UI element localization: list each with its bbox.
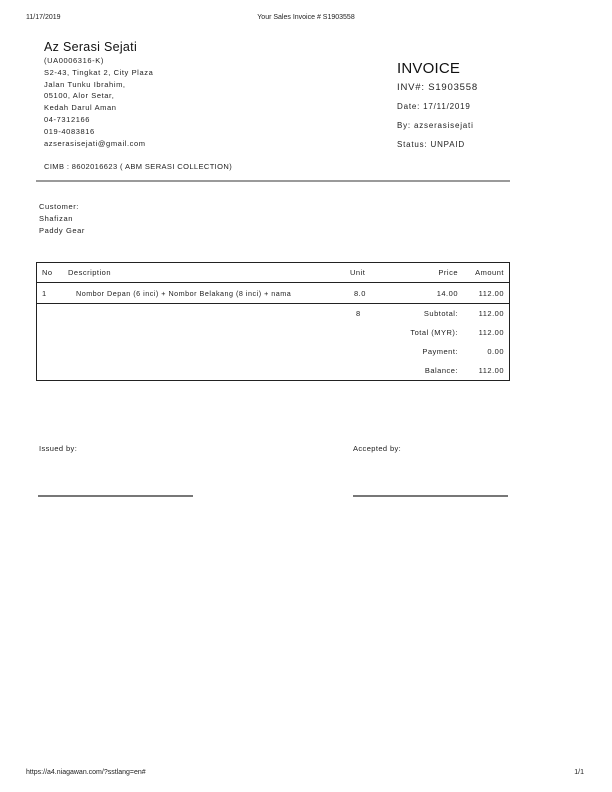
company-reg-no: (UA0006316-K) xyxy=(44,56,104,65)
balance-label: Balance: xyxy=(424,365,458,375)
bank-account: CIMB : 8602016623 ( ABM SERASI COLLECTION) xyxy=(44,162,233,171)
customer-name: Shafizan xyxy=(39,213,73,223)
header-divider xyxy=(36,180,510,182)
header-price: Price xyxy=(438,268,458,277)
row-price: 14.00 xyxy=(436,288,458,298)
row-description: Nombor Depan (6 inci) + Nombor Belakang (8 inci) + nama xyxy=(76,288,292,298)
accepted-signature-line xyxy=(353,495,508,497)
balance-value: 112.00 xyxy=(478,365,504,375)
company-address-block xyxy=(44,55,153,149)
total-row xyxy=(37,323,510,342)
print-url: https://a4.niagawan.com/?sstlang=en# xyxy=(26,769,146,776)
header-unit: Unit xyxy=(350,268,366,277)
print-page-title: Your Sales Invoice # S1903558 xyxy=(257,14,355,21)
payment-row xyxy=(37,342,510,361)
company-mobile: 019-4083816 xyxy=(44,126,95,136)
payment-label: Payment: xyxy=(422,346,458,356)
total-label: Total (MYR): xyxy=(410,327,458,337)
accepted-by-label: Accepted by: xyxy=(353,444,402,453)
address-line-3: 05100, Alor Setar, xyxy=(44,91,115,101)
invoice-title: INVOICE xyxy=(397,60,461,77)
address-line-2: Jalan Tunku Ibrahim, xyxy=(44,79,126,89)
total-value: 112.00 xyxy=(478,327,504,337)
invoice-date: Date: 17/11/2019 xyxy=(397,102,471,111)
customer-label: Customer: xyxy=(39,202,79,211)
issued-signature-line xyxy=(38,495,193,497)
company-phone: 04-7312166 xyxy=(44,114,91,124)
address-line-1: S2-43, Tingkat 2, City Plaza xyxy=(44,67,154,77)
customer-block xyxy=(39,201,85,236)
print-page-number: 1/1 xyxy=(574,769,584,776)
total-units: 8 xyxy=(356,308,361,318)
table-header-row xyxy=(37,263,510,283)
header-no: No xyxy=(42,268,53,277)
invoice-status: Status: UNPAID xyxy=(397,140,465,149)
customer-company: Paddy Gear xyxy=(39,225,86,235)
table-row xyxy=(37,283,510,304)
company-email: azserasisejati@gmail.com xyxy=(44,138,146,148)
invoice-by: By: azserasisejati xyxy=(397,121,474,130)
issued-by-label: Issued by: xyxy=(39,444,78,453)
header-description: Description xyxy=(68,268,112,277)
subtotal-label: Subtotal: xyxy=(423,308,458,318)
subtotal-value: 112.00 xyxy=(478,308,504,318)
payment-value: 0.00 xyxy=(487,346,504,356)
invoice-items-table xyxy=(36,262,510,381)
header-amount: Amount xyxy=(475,268,504,277)
subtotal-row xyxy=(37,304,510,323)
address-line-4: Kedah Darul Aman xyxy=(44,103,117,113)
company-name: Az Serasi Sejati xyxy=(44,40,138,54)
row-amount: 112.00 xyxy=(478,288,504,298)
balance-row xyxy=(37,361,510,381)
row-unit: 8.0 xyxy=(354,288,366,298)
row-no: 1 xyxy=(42,288,47,298)
print-date: 11/17/2019 xyxy=(26,14,61,21)
invoice-number: INV#: S1903558 xyxy=(397,82,478,93)
